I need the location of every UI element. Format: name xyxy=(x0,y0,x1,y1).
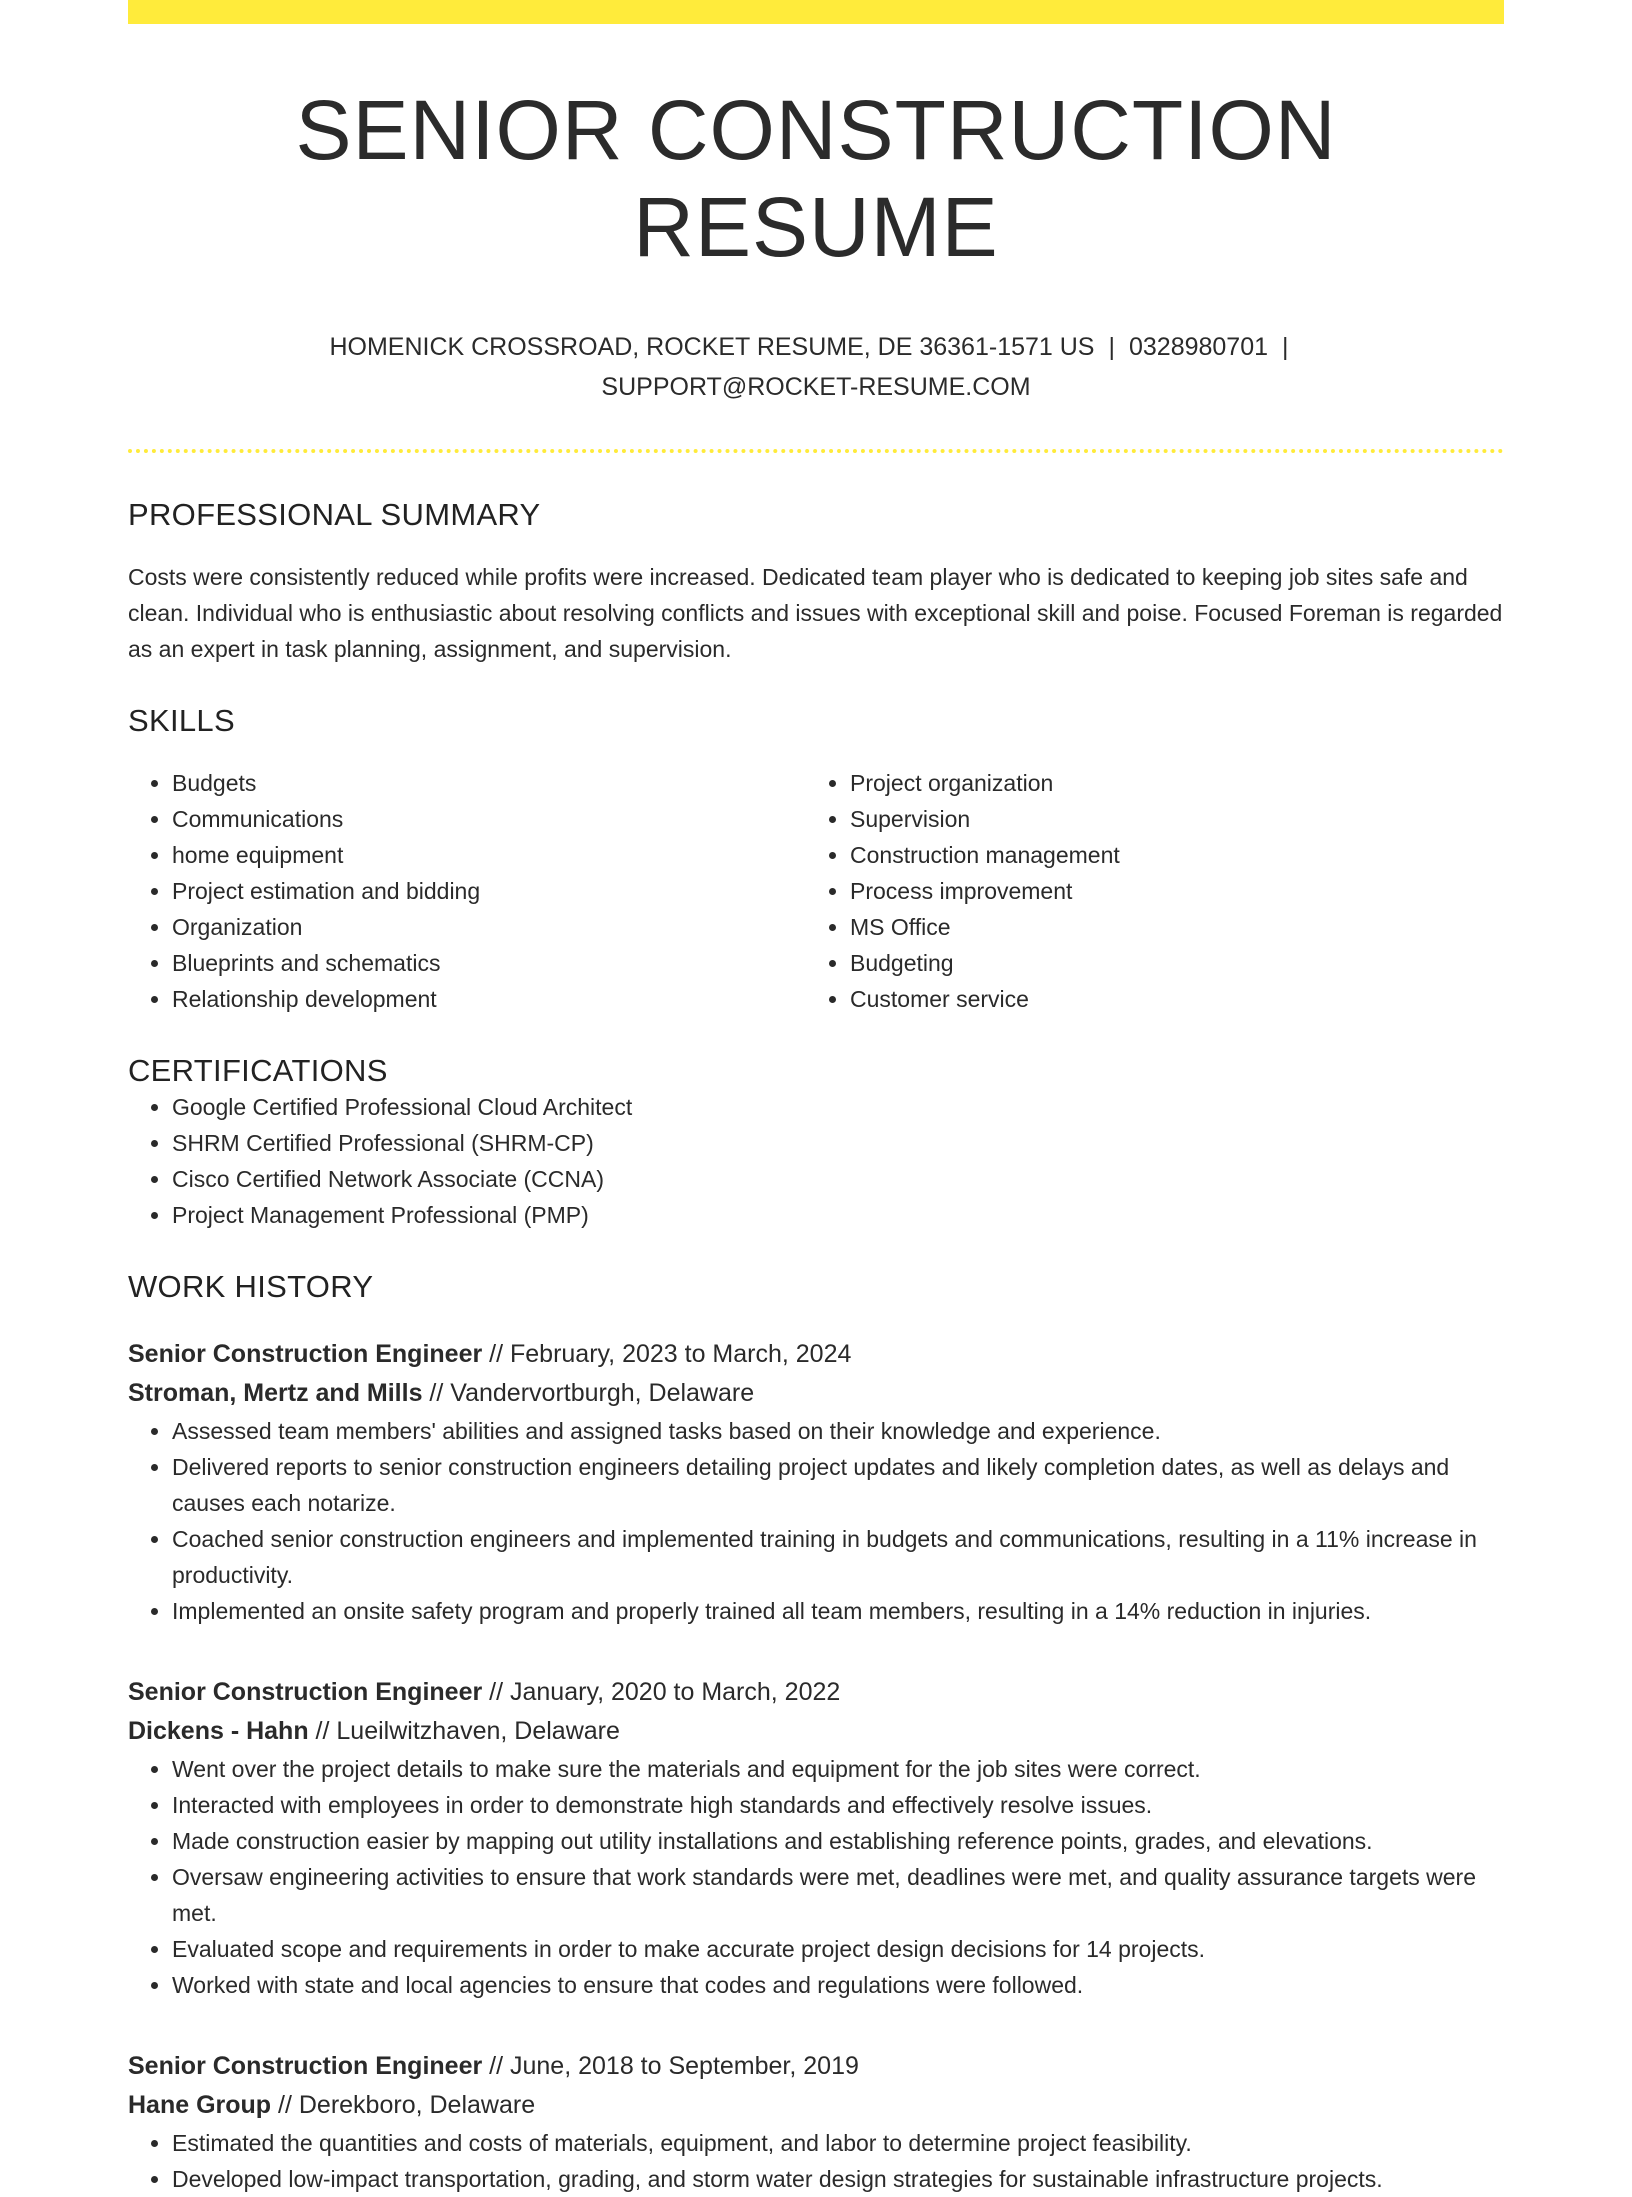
contact-line-1 xyxy=(128,327,1504,367)
list-item: • home equipment xyxy=(172,837,806,873)
skills-section xyxy=(128,703,1504,1017)
work-history-section xyxy=(128,1269,1504,2197)
skills-columns xyxy=(128,765,1504,1017)
jobs-list xyxy=(128,1335,1504,2197)
job-bullets xyxy=(128,2125,1504,2197)
contact-info xyxy=(128,327,1504,407)
skills-column-right xyxy=(806,765,1484,1017)
list-item: • Delivered reports to senior construction engineers detailing project updates and likely completion dates, as well as delays and causes each notarize. xyxy=(172,1449,1504,1521)
section-title-summary: PROFESSIONAL SUMMARY xyxy=(128,497,541,533)
job-company: Dickens - Hahn xyxy=(128,1717,309,1746)
job-dates: June, 2018 to September, 2019 xyxy=(510,2052,859,2081)
job-role: Senior Construction Engineer xyxy=(128,2052,483,2081)
list-item: • Assessed team members' abilities and assigned tasks based on their knowledge and experience. xyxy=(172,1413,1504,1449)
job-dates: January, 2020 to March, 2022 xyxy=(510,1678,841,1707)
phone: 0328980701 xyxy=(1128,333,1269,362)
list-item: • Worked with state and local agencies to ensure that codes and regulations were followed. xyxy=(172,1967,1504,2003)
job-location: Derekboro, Delaware xyxy=(298,2091,536,2120)
list-item: • MS Office xyxy=(850,909,1484,945)
skills-list-left xyxy=(128,765,806,1017)
certifications-section xyxy=(128,1053,1504,1233)
job-entry xyxy=(128,1673,1504,2003)
job-location: Lueilwitzhaven, Delaware xyxy=(336,1717,620,1746)
list-item: • SHRM Certified Professional (SHRM-CP) xyxy=(172,1125,1504,1161)
list-item: • Google Certified Professional Cloud Architect xyxy=(172,1089,1504,1125)
resume-page xyxy=(128,0,1504,2197)
job-company-line: Dickens - Hahn // Lueilwitzhaven, Delaware xyxy=(128,1717,620,1746)
list-item: • Implemented an onsite safety program and properly trained all team members, resulting in a 14% reduction in injuries. xyxy=(172,1593,1504,1629)
list-item: • Evaluated scope and requirements in order to make accurate project design decisions for 14 projects. xyxy=(172,1931,1504,1967)
job-role: Senior Construction Engineer xyxy=(128,1340,483,1369)
list-item: • Oversaw engineering activities to ensure that work standards were met, deadlines were met, and quality assurance targets were met. xyxy=(172,1859,1504,1931)
job-entry xyxy=(128,2047,1504,2197)
job-dates: February, 2023 to March, 2024 xyxy=(510,1340,852,1369)
job-entry xyxy=(128,1335,1504,1629)
skills-list-right xyxy=(806,765,1484,1017)
job-bullets xyxy=(128,1413,1504,1629)
section-title-skills: SKILLS xyxy=(128,703,235,739)
job-company-line: Hane Group // Derekboro, Delaware xyxy=(128,2091,536,2120)
email: SUPPORT@ROCKET-RESUME.COM xyxy=(601,373,1031,402)
contact-line-2 xyxy=(128,367,1504,407)
section-title-work-history: WORK HISTORY xyxy=(128,1269,374,1305)
summary-text: Costs were consistently reduced while profits were increased. Dedicated team player who is dedicated to keeping job sites safe and clean. Individual who is enthusiastic about resolving conflicts and issues with exceptional skill and poise. Focused Foreman is regarded as an expert in task planning, assignment, and supervision. xyxy=(128,564,1503,663)
list-item: • Cisco Certified Network Associate (CCNA) xyxy=(172,1161,1504,1197)
section-title-certifications: CERTIFICATIONS xyxy=(128,1053,388,1089)
list-item: • Developed low-impact transportation, grading, and storm water design strategies for sustainable infrastructure projects. xyxy=(172,2161,1504,2197)
dotted-divider xyxy=(128,449,1504,453)
job-title-line: Senior Construction Engineer // January, 2020 to March, 2022 xyxy=(128,1678,841,1707)
list-item: • Project organization xyxy=(850,765,1484,801)
job-title-line: Senior Construction Engineer // June, 2018 to September, 2019 xyxy=(128,2052,859,2081)
address: HOMENICK CROSSROAD, ROCKET RESUME, DE 36361-1571 US xyxy=(329,333,1095,362)
list-item: • Budgeting xyxy=(850,945,1484,981)
list-item: • Interacted with employees in order to demonstrate high standards and effectively resolve issues. xyxy=(172,1787,1504,1823)
skills-column-left xyxy=(128,765,806,1017)
list-item: • Relationship development xyxy=(172,981,806,1017)
list-item: • Project Management Professional (PMP) xyxy=(172,1197,1504,1233)
professional-summary-section xyxy=(128,497,1504,667)
job-location: Vandervortburgh, Delaware xyxy=(450,1379,755,1408)
contact-separator: | xyxy=(1282,333,1289,362)
job-company-line: Stroman, Mertz and Mills // Vandervortburgh, Delaware xyxy=(128,1379,755,1408)
resume-title: SENIOR CONSTRUCTION RESUME xyxy=(295,83,1337,274)
contact-separator: | xyxy=(1108,333,1115,362)
job-title-line: Senior Construction Engineer // February, 2023 to March, 2024 xyxy=(128,1340,852,1369)
list-item: • Budgets xyxy=(172,765,806,801)
list-item: • Blueprints and schematics xyxy=(172,945,806,981)
list-item: • Estimated the quantities and costs of materials, equipment, and labor to determine project feasibility. xyxy=(172,2125,1504,2161)
list-item: • Made construction easier by mapping out utility installations and establishing reference points, grades, and elevations. xyxy=(172,1823,1504,1859)
list-item: • Supervision xyxy=(850,801,1484,837)
job-role: Senior Construction Engineer xyxy=(128,1678,483,1707)
list-item: • Construction management xyxy=(850,837,1484,873)
job-bullets xyxy=(128,1751,1504,2003)
list-item: • Project estimation and bidding xyxy=(172,873,806,909)
accent-top-bar xyxy=(128,0,1504,24)
certifications-list xyxy=(128,1089,1504,1233)
job-company: Hane Group xyxy=(128,2091,272,2120)
list-item: • Coached senior construction engineers and implemented training in budgets and communications, resulting in a 11% increase in productivity. xyxy=(172,1521,1504,1593)
list-item: • Process improvement xyxy=(850,873,1484,909)
list-item: • Organization xyxy=(172,909,806,945)
job-company: Stroman, Mertz and Mills xyxy=(128,1379,423,1408)
list-item: • Customer service xyxy=(850,981,1484,1017)
list-item: • Went over the project details to make sure the materials and equipment for the job sites were correct. xyxy=(172,1751,1504,1787)
list-item: • Communications xyxy=(172,801,806,837)
